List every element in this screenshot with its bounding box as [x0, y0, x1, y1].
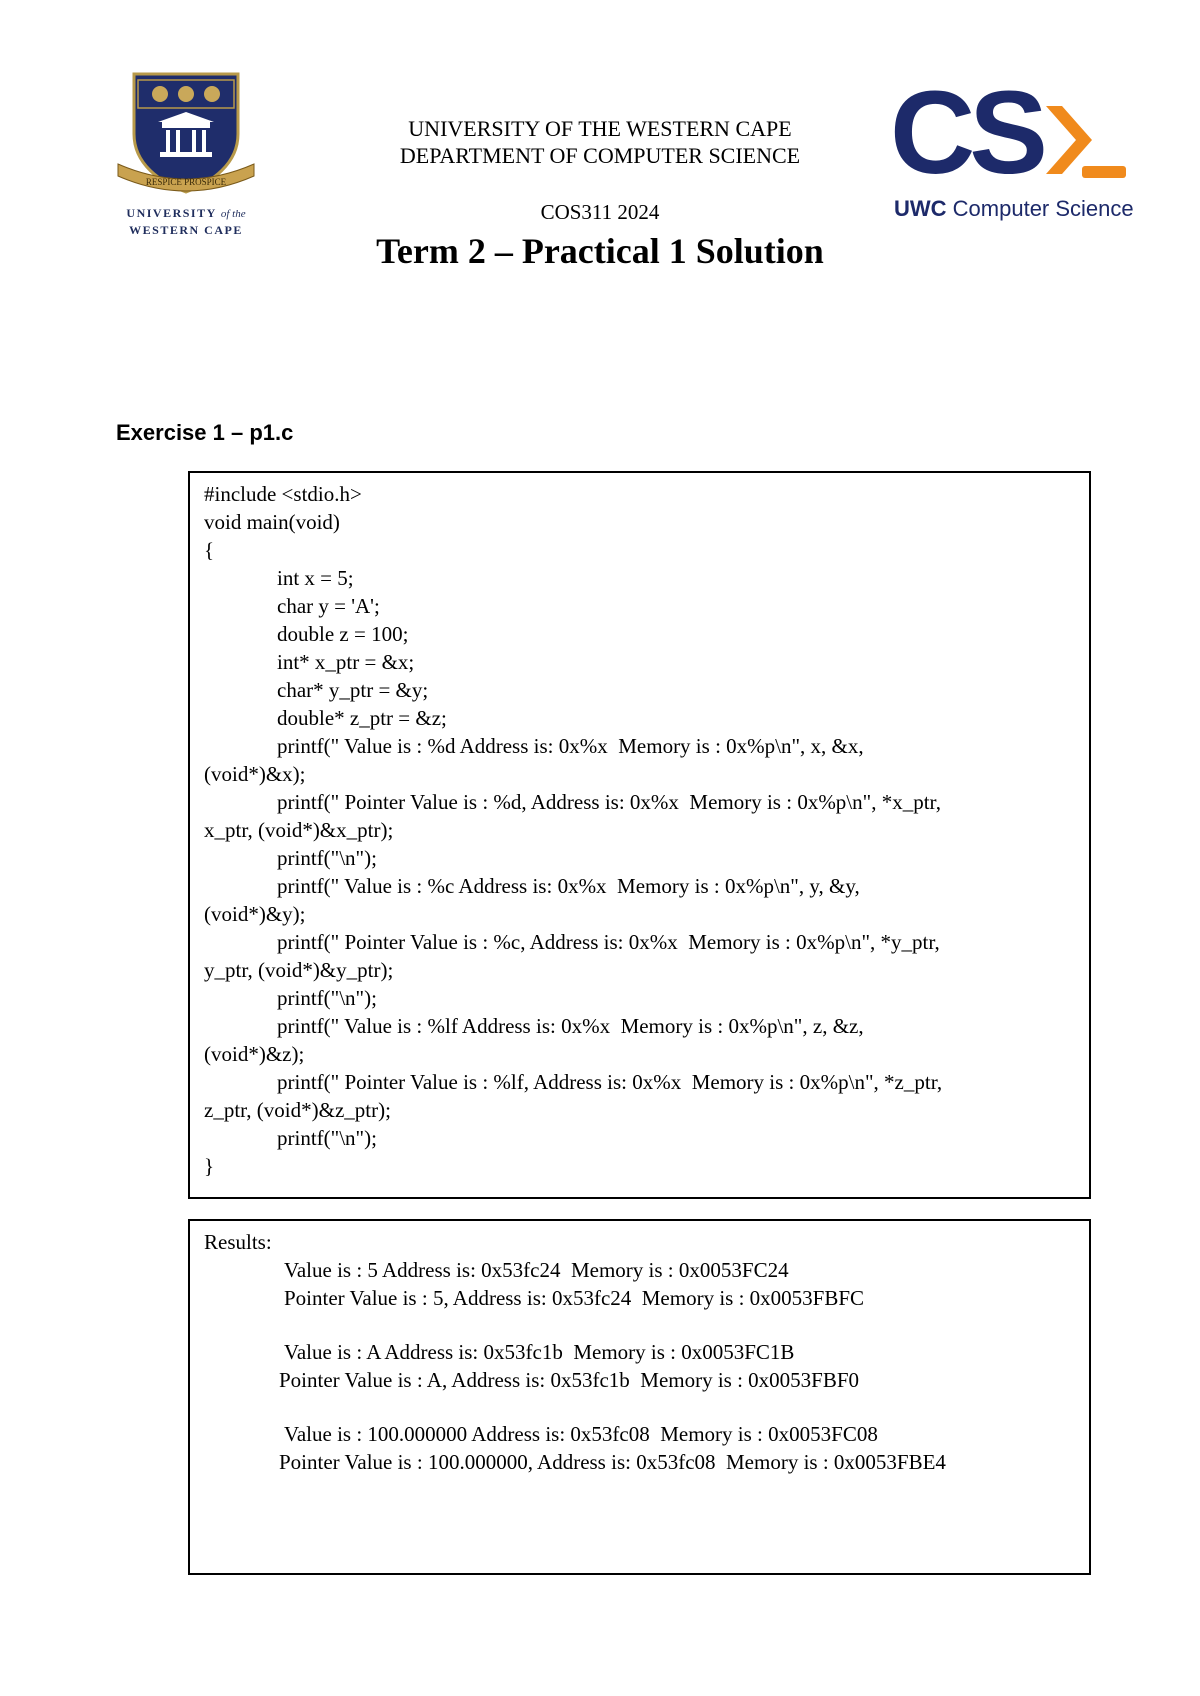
code-line: printf(" Pointer Value is : %c, Address is: 0x%x Memory is : 0x%p\n", *y_ptr,: [277, 930, 940, 954]
code-line: char y = 'A';: [277, 594, 380, 618]
cs-logo-caption: UWC Computer Science: [894, 196, 1134, 221]
uwc-name-line1: UNIVERSITY of the: [126, 206, 246, 220]
code-line: z_ptr, (void*)&z_ptr);: [204, 1098, 391, 1122]
code-line: printf("\n");: [277, 846, 377, 870]
crest-banner-text: RESPICE PROSPICE: [145, 177, 227, 187]
code-line: }: [204, 1154, 215, 1178]
code-line: char* y_ptr = &y;: [277, 678, 429, 702]
code-line: (void*)&y);: [204, 902, 306, 926]
result-line: Value is : A Address is: 0x53fc1b Memory is : 0x0053FC1B: [284, 1340, 795, 1364]
course-code: COS311 2024: [540, 200, 660, 224]
university-name: UNIVERSITY OF THE WESTERN CAPE: [408, 116, 792, 141]
code-line: {: [204, 538, 215, 562]
code-line: #include <stdio.h>: [204, 482, 362, 506]
code-line: int x = 5;: [277, 566, 354, 590]
code-line: printf(" Pointer Value is : %d, Address is: 0x%x Memory is : 0x%p\n", *x_ptr,: [277, 790, 941, 814]
result-line: Pointer Value is : 100.000000, Address is: 0x53fc08 Memory is : 0x0053FBE4: [279, 1450, 946, 1474]
results-label: Results:: [204, 1230, 272, 1254]
results-box: [188, 1219, 1091, 1575]
code-line: printf("\n");: [277, 986, 377, 1010]
code-line: void main(void): [204, 510, 340, 534]
document-title: Term 2 – Practical 1 Solution: [376, 231, 824, 271]
code-line: double z = 100;: [277, 622, 409, 646]
code-box: [188, 471, 1091, 1199]
code-line: printf(" Pointer Value is : %lf, Address is: 0x%x Memory is : 0x%p\n", *z_ptr,: [277, 1070, 943, 1094]
code-line: printf(" Value is : %d Address is: 0x%x Memory is : 0x%p\n", x, &x,: [277, 734, 864, 758]
code-line: printf(" Value is : %c Address is: 0x%x Memory is : 0x%p\n", y, &y,: [277, 874, 860, 898]
code-line: y_ptr, (void*)&y_ptr);: [204, 958, 394, 982]
page-header: [0, 0, 1200, 300]
code-line: x_ptr, (void*)&x_ptr);: [204, 818, 394, 842]
uwc-crest-logo: [112, 72, 260, 250]
uwc-cs-logo: [890, 78, 1134, 230]
result-line: Value is : 5 Address is: 0x53fc24 Memory is : 0x0053FC24: [284, 1258, 789, 1282]
svg-text:CS: CS: [890, 78, 1042, 188]
uwc-name-line2: WESTERN CAPE: [129, 223, 243, 237]
department-name: DEPARTMENT OF COMPUTER SCIENCE: [399, 143, 801, 168]
code-line: double* z_ptr = &z;: [277, 706, 447, 730]
result-line: Value is : 100.000000 Address is: 0x53fc08 Memory is : 0x0053FC08: [284, 1422, 878, 1446]
code-line: printf(" Value is : %lf Address is: 0x%x Memory is : 0x%p\n", z, &z,: [277, 1014, 864, 1038]
code-line: (void*)&x);: [204, 762, 306, 786]
code-line: printf("\n");: [277, 1126, 377, 1150]
crest-icon: [112, 72, 260, 202]
cs-logo-icon: [890, 78, 1130, 188]
code-line: int* x_ptr = &x;: [277, 650, 415, 674]
exercise-heading: Exercise 1 – p1.c: [116, 420, 294, 445]
result-line: Pointer Value is : A, Address is: 0x53fc1b Memory is : 0x0053FBF0: [279, 1368, 860, 1392]
result-line: Pointer Value is : 5, Address is: 0x53fc24 Memory is : 0x0053FBFC: [284, 1286, 865, 1310]
code-line: (void*)&z);: [204, 1042, 305, 1066]
